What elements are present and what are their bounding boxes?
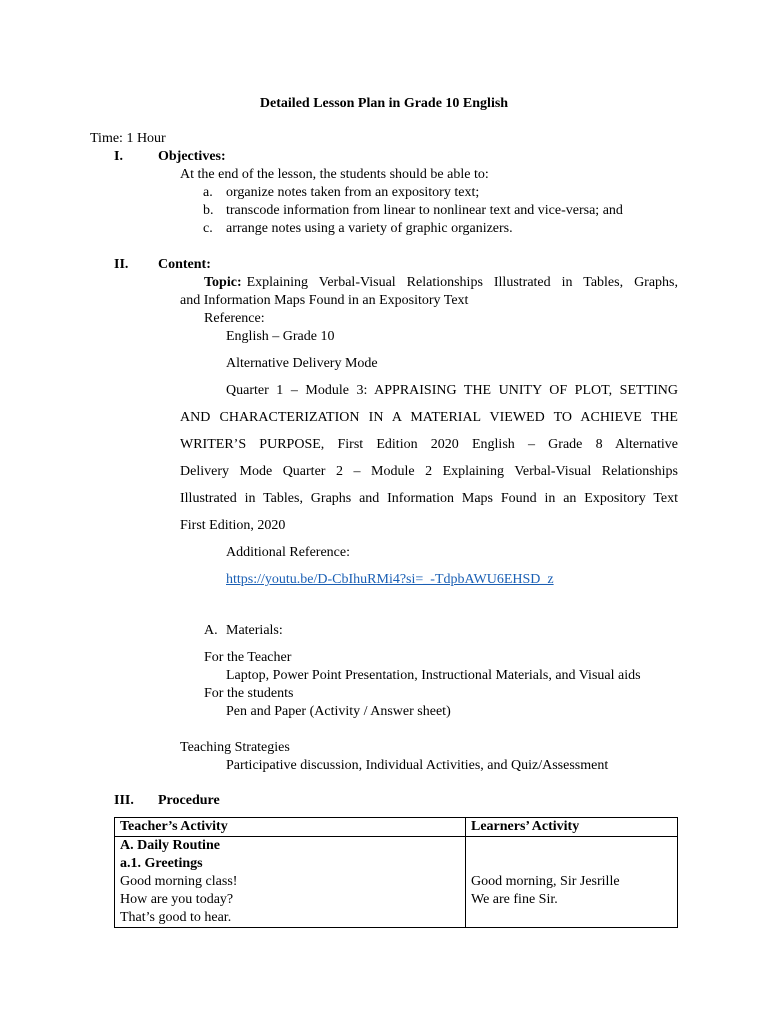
teacher-line: Good morning class! <box>120 874 238 889</box>
topic-text: Explaining Verbal-Visual Relationships Illustrated in Tables, Graphs, <box>246 275 678 290</box>
reference-label: Reference: <box>204 311 265 326</box>
objective-item: arrange notes using a variety of graphic organizers. <box>226 221 513 236</box>
reference-paragraph-line: AND CHARACTERIZATION IN A MATERIAL VIEWED TO ACHIEVE THE <box>180 410 678 425</box>
teacher-activity-header: Teacher’s Activity <box>115 818 466 837</box>
procedure-table <box>114 817 678 928</box>
objectives-heading: Objectives: <box>158 149 226 164</box>
objective-marker: b. <box>203 203 214 218</box>
spacer <box>471 837 672 855</box>
reference-paragraph-line: First Edition, 2020 <box>180 518 286 533</box>
objective-item: transcode information from linear to nonlinear text and vice-versa; and <box>226 203 623 218</box>
learner-line: Good morning, Sir Jesrille <box>471 874 620 889</box>
reference-line: Alternative Delivery Mode <box>226 356 378 371</box>
objectives-numeral: I. <box>114 149 123 164</box>
spacer <box>471 909 672 927</box>
learners-activity-header: Learners’ Activity <box>466 818 678 837</box>
teaching-strategies-label: Teaching Strategies <box>180 740 290 755</box>
topic-text-continued: and Information Maps Found in an Expository Text <box>180 293 469 308</box>
table-header-row <box>115 818 678 837</box>
table-row <box>115 837 678 928</box>
greetings-heading: a.1. Greetings <box>120 856 203 871</box>
reference-paragraph-line: WRITER’S PURPOSE, First Edition 2020 English – Grade 8 Alternative <box>180 437 678 452</box>
reference-line: English – Grade 10 <box>226 329 335 344</box>
materials-marker: A. <box>204 623 218 638</box>
routine-heading: A. Daily Routine <box>120 838 220 853</box>
topic-label: Topic: <box>204 275 242 290</box>
student-materials: Pen and Paper (Activity / Answer sheet) <box>226 704 451 719</box>
learner-line: We are fine Sir. <box>471 892 558 907</box>
for-teacher-label: For the Teacher <box>204 650 292 665</box>
for-students-label: For the students <box>204 686 294 701</box>
content-numeral: II. <box>114 257 129 272</box>
additional-reference-label: Additional Reference: <box>226 545 351 560</box>
page-title: Detailed Lesson Plan in Grade 10 English <box>259 96 509 111</box>
learners-activity-cell <box>466 837 678 928</box>
procedure-numeral: III. <box>114 793 134 808</box>
teaching-strategies-items: Participative discussion, Individual Activities, and Quiz/Assessment <box>226 758 609 773</box>
content-heading: Content: <box>158 257 211 272</box>
objectives-intro: At the end of the lesson, the students should be able to: <box>180 167 489 182</box>
topic-line <box>204 274 678 292</box>
objective-item: organize notes taken from an expository text; <box>226 185 480 200</box>
reference-paragraph-line: Delivery Mode Quarter 2 – Module 2 Explaining Verbal-Visual Relationships <box>180 464 678 479</box>
teacher-activity-cell <box>115 837 466 928</box>
spacer <box>471 855 672 873</box>
materials-label: Materials: <box>226 623 283 638</box>
time-allotment: Time: 1 Hour <box>90 131 166 146</box>
teacher-line: That’s good to hear. <box>120 910 232 925</box>
reference-paragraph-line: Illustrated in Tables, Graphs and Information Maps Found in an Expository Text <box>180 491 678 506</box>
procedure-heading: Procedure <box>158 793 220 808</box>
reference-paragraph-line: Quarter 1 – Module 3: APPRAISING THE UNITY OF PLOT, SETTING <box>226 383 678 398</box>
objective-marker: a. <box>203 185 213 200</box>
teacher-materials: Laptop, Power Point Presentation, Instructional Materials, and Visual aids <box>226 668 641 683</box>
teacher-line: How are you today? <box>120 892 234 907</box>
objective-marker: c. <box>203 221 213 236</box>
additional-reference-link[interactable]: https://youtu.be/D-CbIhuRMi4?si=_-TdpbAWU6EHSD_z <box>226 572 554 587</box>
